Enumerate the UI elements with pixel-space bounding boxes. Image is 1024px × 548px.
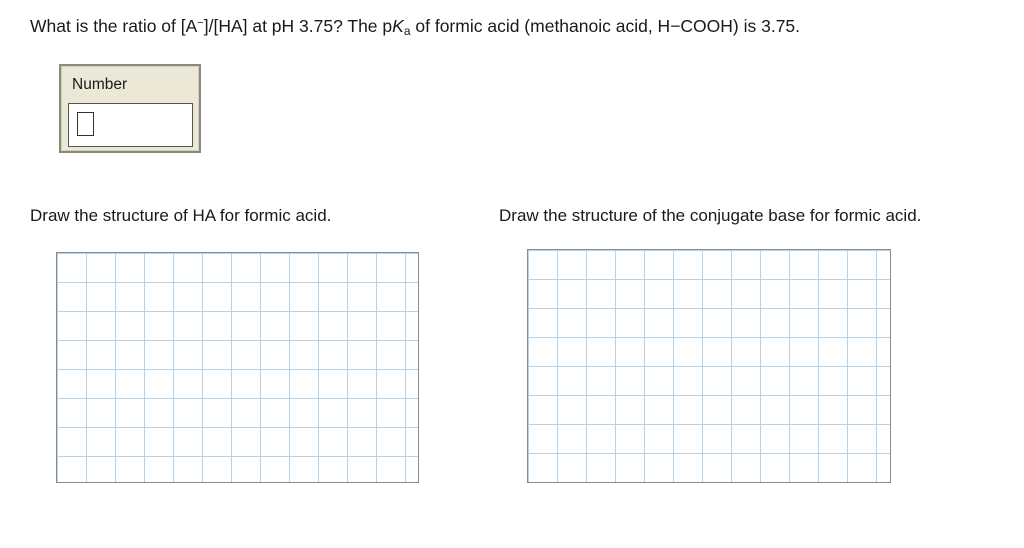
question-k-italic: K: [392, 16, 404, 36]
question-mid: ]/[HA] at pH 3.75? The p: [203, 16, 393, 36]
drawing-canvas-ha[interactable]: [56, 252, 419, 483]
question-prefix: What is the ratio of [A: [30, 16, 198, 36]
question-subscript-a: a: [403, 24, 411, 38]
question-suffix: of formic acid (methanoic acid, H−COOH) is 3.75.: [410, 16, 801, 36]
number-input[interactable]: [68, 103, 193, 147]
answer-panel: [59, 64, 201, 153]
input-cursor: [77, 112, 94, 136]
answer-label: Number: [72, 76, 128, 93]
question-text: [30, 16, 800, 37]
draw-ha-label: Draw the structure of HA for formic acid.: [30, 206, 332, 225]
question-superscript-minus: −: [197, 17, 204, 29]
draw-conjugate-base-label: Draw the structure of the conjugate base for formic acid.: [499, 206, 922, 225]
drawing-canvas-conjugate-base[interactable]: [527, 249, 891, 483]
